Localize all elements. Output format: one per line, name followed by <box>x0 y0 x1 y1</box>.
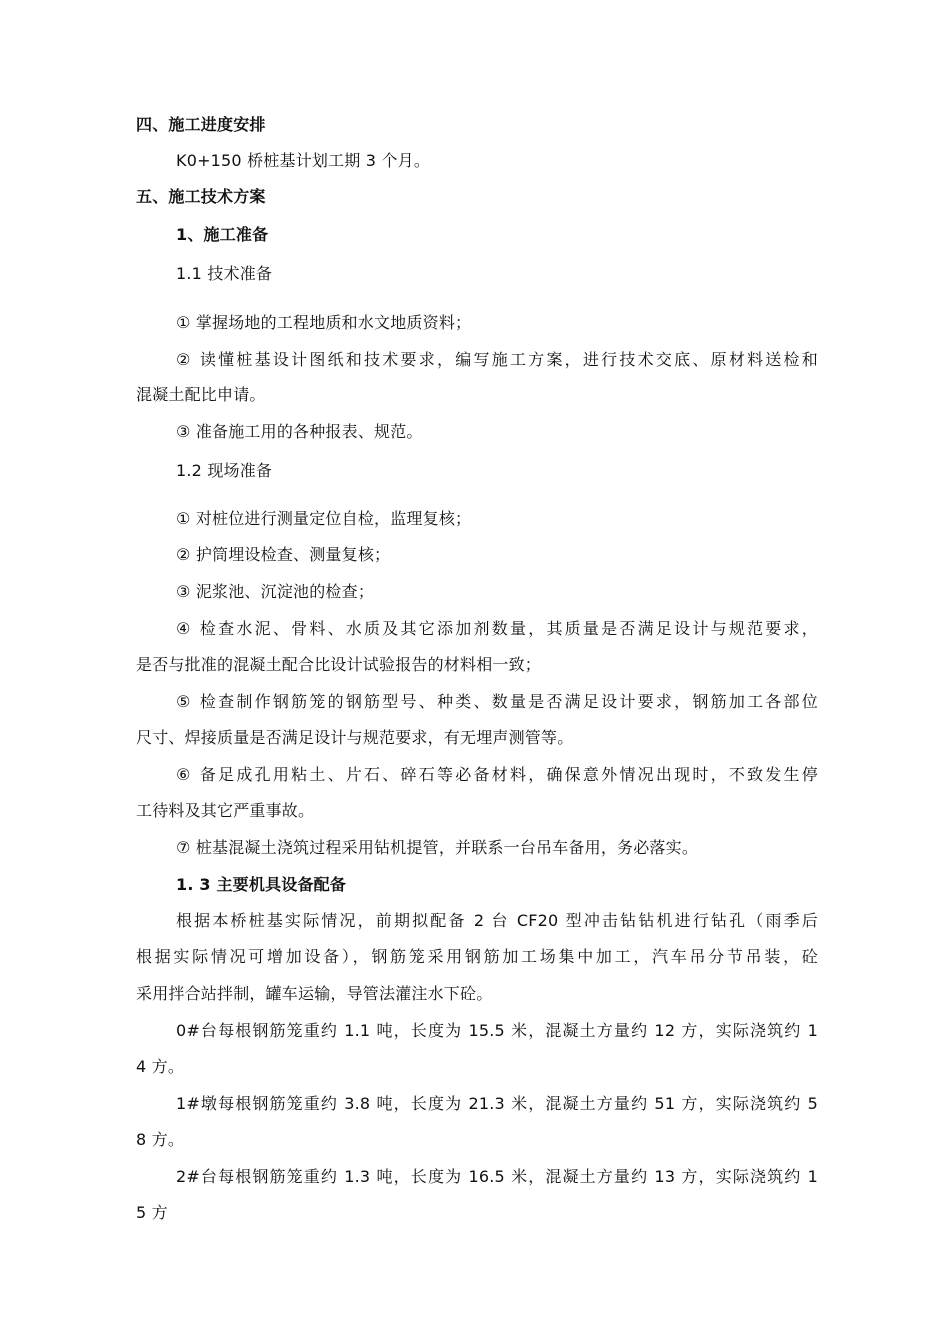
abutment-2-line-2: 5 方 <box>136 1203 168 1222</box>
subsection-1-3-heading: 1. 3 主要机具设备配备 <box>176 875 347 894</box>
tech-item-2-line-2: 混凝土配比申请。 <box>136 385 266 404</box>
pier-1-line-2: 8 方。 <box>136 1130 185 1149</box>
subsection-1-2-heading: 1.2 现场准备 <box>176 461 273 480</box>
section-4-heading: 四、施工进度安排 <box>136 115 266 134</box>
site-item-4-line-1: ④ 检查水泥、骨料、水质及其它添加剂数量，其质量是否满足设计与规范要求， <box>176 619 818 638</box>
tech-item-1: ① 掌握场地的工程地质和水文地质资料； <box>176 313 472 332</box>
site-item-4-line-2: 是否与批准的混凝土配合比设计试验报告的材料相一致； <box>136 655 542 674</box>
subsection-1-1-heading: 1.1 技术准备 <box>176 264 273 283</box>
abutment-0-line-2: 4 方。 <box>136 1057 185 1076</box>
site-item-3: ③ 泥浆池、沉淀池的检查； <box>176 582 375 601</box>
tech-item-2-line-1: ② 读懂桩基设计图纸和技术要求，编写施工方案，进行技术交底、原材料送检和 <box>176 350 818 369</box>
site-item-6-line-1: ⑥ 备足成孔用粘土、片石、碎石等必备材料，确保意外情况出现时，不致发生停 <box>176 765 818 784</box>
abutment-0-line-1: 0#台每根钢筋笼重约 1.1 吨，长度为 15.5 米，混凝土方量约 12 方，实际浇筑约 1 <box>176 1021 818 1040</box>
subsection-1-heading: 1、施工准备 <box>176 225 269 244</box>
site-item-1: ① 对桩位进行测量定位自检，监理复核； <box>176 509 472 528</box>
abutment-2-line-1: 2#台每根钢筋笼重约 1.3 吨，长度为 16.5 米，混凝土方量约 13 方，实际浇筑约 1 <box>176 1167 818 1186</box>
tech-item-3: ③ 准备施工用的各种报表、规范。 <box>176 422 423 441</box>
section-4-text: K0+150 桥桩基计划工期 3 个月。 <box>176 151 431 170</box>
site-item-6-line-2: 工待料及其它严重事故。 <box>136 801 315 820</box>
pier-1-line-1: 1#墩每根钢筋笼重约 3.8 吨，长度为 21.3 米，混凝土方量约 51 方，实际浇筑约 5 <box>176 1094 818 1113</box>
site-item-5-line-1: ⑤ 检查制作钢筋笼的钢筋型号、种类、数量是否满足设计要求，钢筋加工各部位 <box>176 692 818 711</box>
equipment-paragraph-line-3: 采用拌合站拌制，罐车运输，导管法灌注水下砼。 <box>136 984 493 1003</box>
site-item-5-line-2: 尺寸、焊接质量是否满足设计与规范要求，有无埋声测管等。 <box>136 728 574 747</box>
equipment-paragraph-line-2: 根据实际情况可增加设备），钢筋笼采用钢筋加工场集中加工，汽车吊分节吊装，砼 <box>136 947 818 966</box>
site-item-2: ② 护筒埋设检查、测量复核； <box>176 545 391 564</box>
section-5-heading: 五、施工技术方案 <box>136 187 266 206</box>
site-item-7: ⑦ 桩基混凝土浇筑过程采用钻机提管，并联系一台吊车备用，务必落实。 <box>176 838 699 857</box>
equipment-paragraph-line-1: 根据本桥桩基实际情况，前期拟配备 2 台 CF20 型冲击钻钻机进行钻孔（雨季后 <box>176 911 818 930</box>
